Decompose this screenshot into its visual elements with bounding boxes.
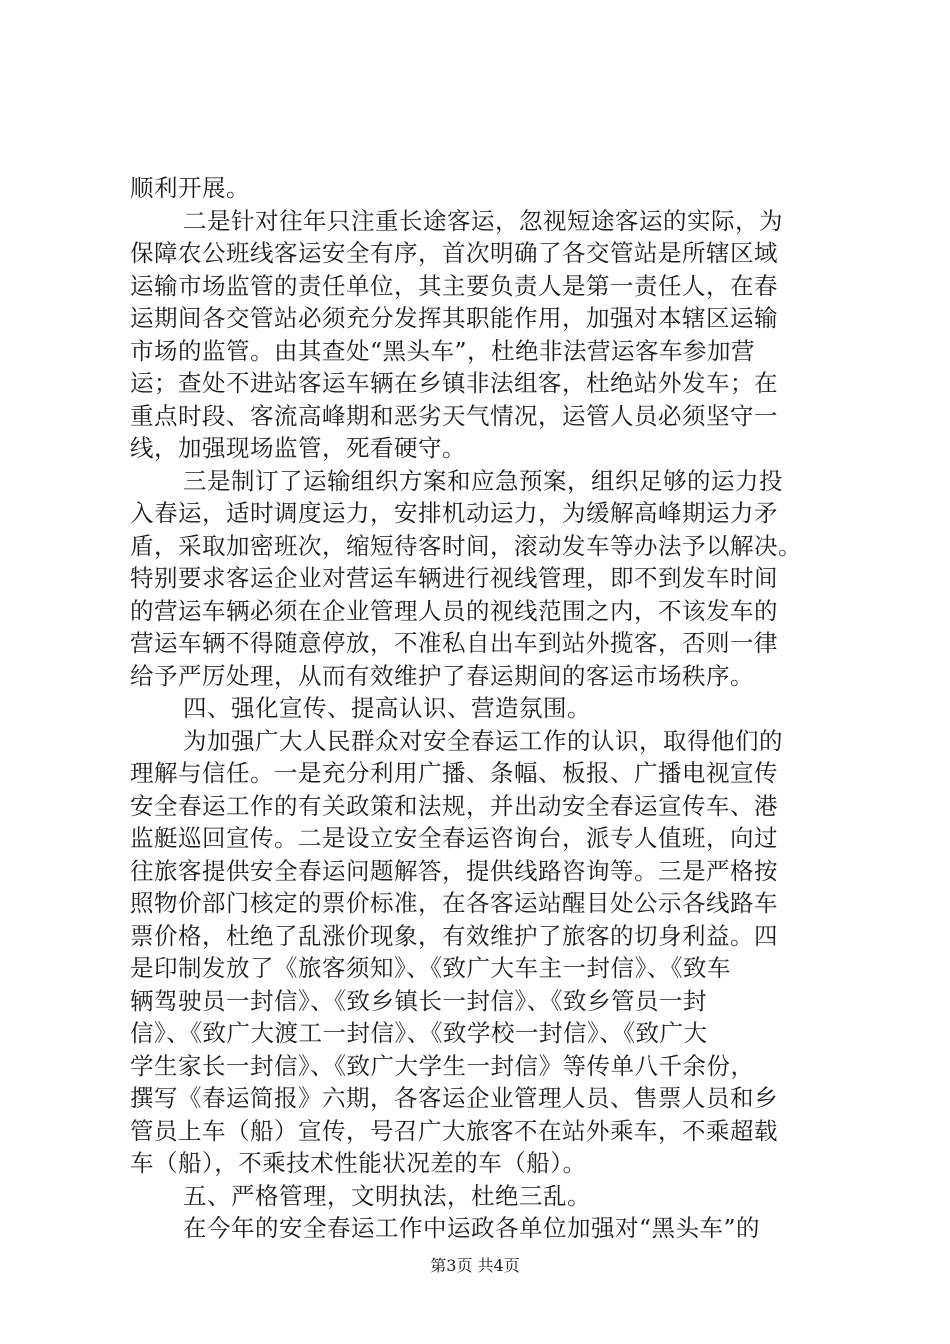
text-line: 照物价部门核定的票价标准，在各客运站醒目处公示各线路车 [130, 889, 778, 917]
text-line: 票价格，杜绝了乱涨价现象，有效维护了旅客的切身利益。四 [130, 921, 778, 950]
text-line: 盾，采取加密班次，缩短待客时间，滚动发车等办法予以解决。 [130, 531, 802, 560]
text-line: 运期间各交管站必须充分发挥其职能作用，加强对本辖区运输 [130, 304, 778, 332]
text-line: 是印制发放了《旅客须知》、《致广大车主一封信》、《致车 [130, 954, 731, 982]
text-line: 四、强化宣传、提高认识、营造氛围。 [183, 694, 591, 722]
text-line: 运输市场监管的责任单位，其主要负责人是第一责任人，在春 [130, 271, 778, 300]
text-line: 在今年的安全春运工作中运政各单位加强对“黑头车”的 [183, 1214, 761, 1242]
text-line: 市场的监管。由其查处“黑头车”，杜绝非法营运客车参加营 [130, 336, 756, 365]
text-line: 营运车辆不得随意停放，不准私自出车到站外揽客，否则一律 [130, 629, 778, 657]
text-line: 撰写《春运简报》六期，各客运企业管理人员、售票人员和乡 [130, 1084, 778, 1112]
text-line: 保障农公班线客运安全有序，首次明确了各交管站是所辖区域 [130, 239, 778, 267]
text-line: 顺利开展。 [130, 174, 250, 202]
text-line: 为加强广大人民群众对安全春运工作的认识，取得他们的 [183, 726, 783, 755]
text-line: 学生家长一封信》、《致广大学生一封信》等传单八千余份， [130, 1051, 755, 1080]
text-line: 往旅客提供安全春运问题解答，提供线路咨询等。三是严格按 [130, 856, 778, 885]
text-line: 重点时段、客流高峰期和恶劣天气情况，运管人员必须坚守一 [130, 401, 778, 430]
text-line: 线，加强现场监管，死看硬守。 [130, 434, 466, 462]
text-line: 特别要求客运企业对营运车辆进行视线管理，即不到发车时间 [130, 564, 778, 592]
page-footer: 第3页 共4页 [430, 1256, 520, 1275]
text-line: 监艇巡回宣传。二是设立安全春运咨询台，派专人值班，向过 [130, 824, 778, 852]
text-line: 信》、《致广大渡工一封信》、《致学校一封信》、《致广大 [130, 1019, 708, 1047]
text-line: 运；查处不进站客运车辆在乡镇非法组客，杜绝站外发车；在 [130, 369, 778, 397]
text-line: 入春运，适时调度运力，安排机动运力，为缓解高峰期运力矛 [130, 499, 778, 527]
text-line: 的营运车辆必须在企业管理人员的视线范围之内，不该发车的 [130, 596, 778, 625]
text-line: 二是针对往年只注重长途客运，忽视短途客运的实际，为 [183, 206, 783, 235]
body-text [130, 172, 820, 1245]
text-line: 三是制订了运输组织方案和应急预案，组织足够的运力投 [183, 466, 783, 495]
text-line: 理解与信任。一是充分利用广播、条幅、板报、广播电视宣传 [130, 759, 778, 787]
text-line: 五、严格管理，文明执法，杜绝三乱。 [183, 1181, 591, 1210]
text-line: 给予严厉处理，从而有效维护了春运期间的客运市场秩序。 [130, 661, 754, 690]
text-line: 车（船），不乘技术性能状况差的车（船）。 [130, 1149, 587, 1177]
text-line: 安全春运工作的有关政策和法规，并出动安全春运宣传车、港 [130, 791, 778, 820]
text-line: 管员上车（船）宣传，号召广大旅客不在站外乘车，不乘超载 [130, 1116, 778, 1145]
text-line: 辆驾驶员一封信》、《致乡镇长一封信》、《致乡管员一封 [130, 986, 707, 1015]
